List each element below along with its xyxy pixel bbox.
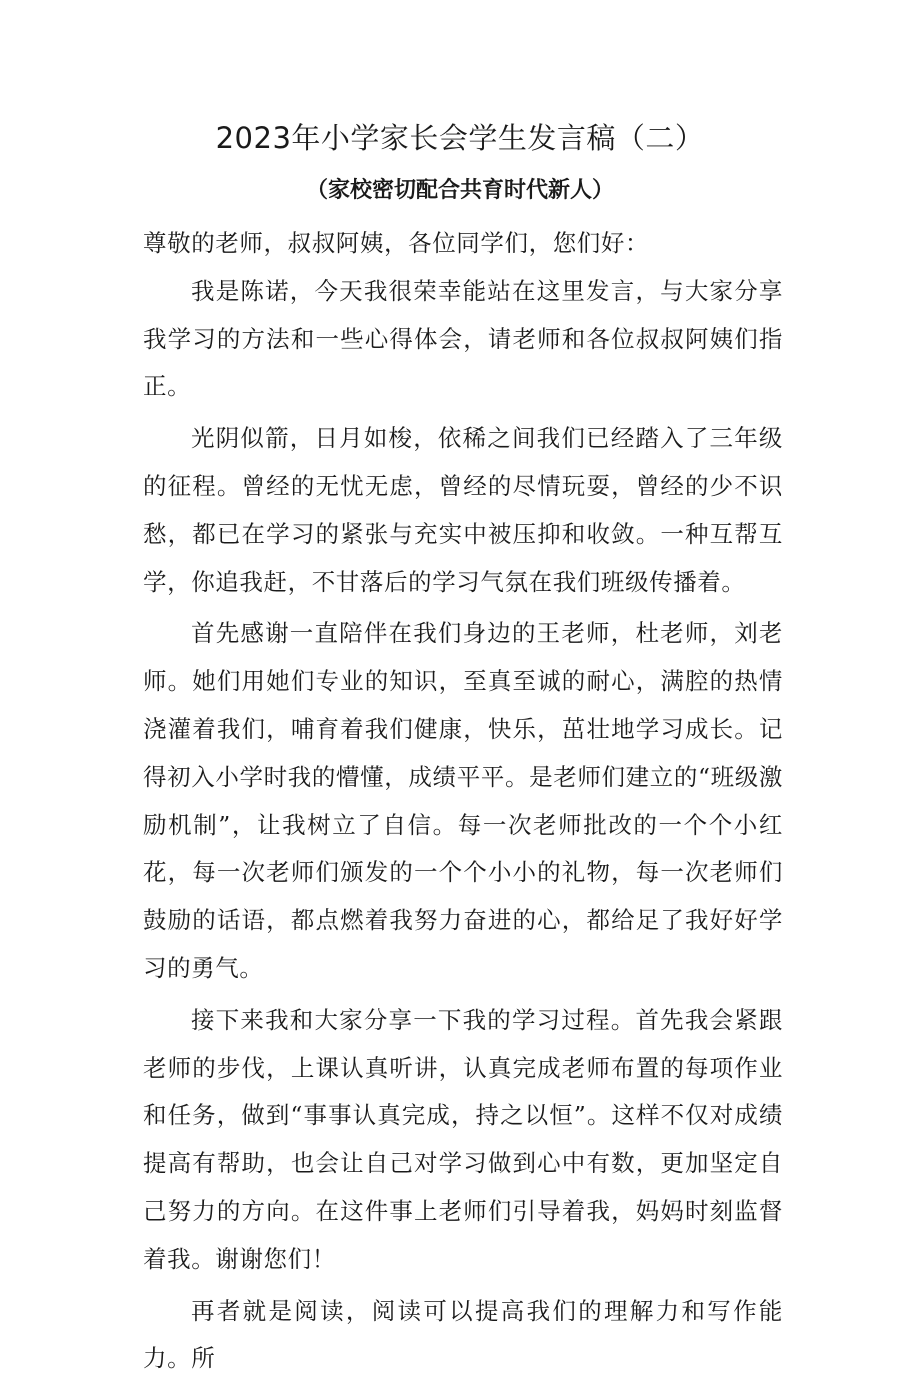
greeting: 尊敬的老师，叔叔阿姨，各位同学们，您们好： <box>143 229 650 257</box>
document-body <box>143 220 783 1383</box>
paragraph-reading: 再者就是阅读，阅读可以提高我们的理解力和写作能力。所 <box>143 1296 783 1373</box>
paragraph-process: 接下来我和大家分享一下我的学习过程。首先我会紧跟老师的步伐，上课认真听讲，认真完成老师布置的每项作业和任务，做到“事事认真完成，持之以恒”。这样不仅对成绩提高有帮助，也会让自己对学习做到心中有数，更加坚定自己努力的方向。在这件事上老师们引导着我，妈妈时刻监督着我。谢谢您们！ <box>143 1005 783 1273</box>
document-subtitle: （家校密切配合共育时代新人） <box>305 178 614 203</box>
paragraph-time: 光阴似箭，日月如梭，依稀之间我们已经踏入了三年级的征程。曾经的无忧无虑，曾经的尽情玩耍，曾经的少不识愁，都已在学习的紧张与充实中被压抑和收敛。一种互帮互学，你追我赶，不甘落后的学习气氛在我们班级传播着。 <box>143 424 783 596</box>
document-title: 2023年小学家长会学生发言稿（二） <box>215 121 705 155</box>
paragraph-intro: 我是陈诺，今天我很荣幸能站在这里发言，与大家分享我学习的方法和一些心得体会，请老师和各位叔叔阿姨们指正。 <box>143 276 783 401</box>
paragraph-thanks: 首先感谢一直陪伴在我们身边的王老师，杜老师，刘老师。她们用她们专业的知识，至真至诚的耐心，满腔的热情浇灌着我们，哺育着我们健康，快乐，茁壮地学习成长。记得初入小学时我的懵懂，成绩平平。是老师们建立的“班级激励机制”，让我树立了自信。每一次老师批改的一个个小红花，每一次老师们颁发的一个个小小的礼物，每一次老师们鼓励的话语，都点燃着我努力奋进的心，都给足了我好好学习的勇气。 <box>143 619 783 982</box>
